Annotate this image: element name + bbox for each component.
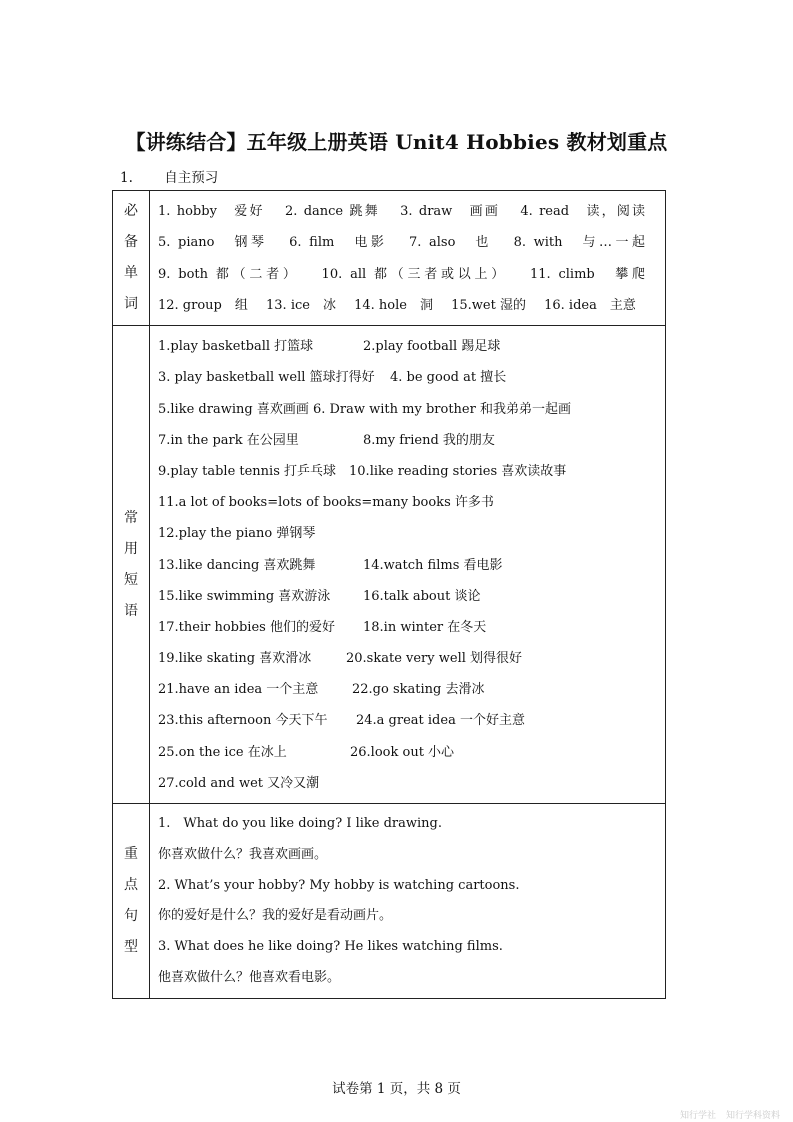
phrase-line [158,581,659,612]
phrase-item: 5.like drawing 喜欢画画 6. Draw with my brother 和我弟弟一起画 [158,401,571,417]
phrase-item: 18.in winter 在冬天 [363,619,487,635]
phrases-row [113,326,666,804]
vocab-item: 15.wet 湿的 [451,297,526,313]
sentence-line: 你喜欢做什么？我喜欢画画。 [158,846,328,862]
phrase-item: 4. be good at 擅长 [390,370,507,386]
sentences-category [113,804,150,999]
phrase-item: 13.like dancing 喜欢跳舞 [158,557,316,573]
vocab-item: 11. climb 攀爬 [529,266,645,282]
vocab-item: 8. with 与…一起 [513,235,645,251]
category-char: 词 [124,296,138,313]
vocab-item: 9. both 都（二者） [158,266,300,282]
phrases-category [113,326,150,804]
sentence-line: 2. What’s your hobby? My hobby is watching cartoons. [158,877,520,893]
phrase-item: 15.like swimming 喜欢游泳 [158,588,331,604]
category-char: 点 [124,876,138,893]
vocab-item: 13. ice 冰 [266,297,336,313]
sentence-line: 1. What do you like doing? I like drawing. [158,816,443,831]
sentence-line: 你的爱好是什么？我的爱好是看动画片。 [158,908,393,924]
phrase-item: 24.a great idea 一个好主意 [356,713,525,729]
phrase-item: 16.talk about 谈论 [363,588,481,604]
vocab-item: 7. also 也 [408,235,492,251]
phrase-item: 2.play football 踢足球 [363,339,501,355]
vocab-item: 12. group 组 [158,297,248,313]
sentences-content [150,804,666,999]
category-char: 用 [124,540,138,557]
phrase-line [158,394,659,425]
section-label: 自主预习 [164,170,219,186]
category-char: 必 [124,203,138,220]
category-char: 单 [124,265,138,282]
category-char: 短 [124,571,138,588]
category-char: 备 [124,234,138,251]
category-char: 句 [124,907,138,924]
sentence-line: 他喜欢做什么？他喜欢看电影。 [158,969,341,985]
vocab-item: 2. dance 跳舞 [284,204,380,219]
vocab-item: 10. all 都（三者或以上） [321,266,509,282]
vocab-item: 6. film 电影 [289,235,388,251]
study-table [112,190,666,999]
phrase-line [158,674,659,705]
vocab-item: 16. idea 主意 [544,297,636,313]
phrase-line [158,425,659,456]
vocab-list [158,196,659,321]
vocab-item: 1. hobby 爱好 [158,204,265,219]
phrase-item: 14.watch films 看电影 [363,557,503,573]
phrase-item: 3. play basketball well 篮球打得好 [158,370,375,386]
phrase-item: 17.their hobbies 他们的爱好 [158,619,335,635]
vocab-item: 4. read 读，阅读 [520,204,646,219]
phrase-line [158,362,659,393]
section-heading [120,166,218,186]
phrase-line [158,331,659,362]
phrase-line [158,518,659,549]
phrase-item: 8.my friend 我的朋友 [363,432,495,448]
page-title: 【讲练结合】五年级上册英语 Unit4 Hobbies 教材划重点 [125,130,668,154]
phrase-item: 11.a lot of books=lots of books=many books 许多书 [158,495,494,511]
vocab-item: 14. hole 洞 [354,297,433,313]
phrase-item: 21.have an idea 一个主意 [158,682,319,698]
phrases-content [150,326,666,804]
category-char: 语 [124,602,138,619]
category-char: 常 [124,509,138,526]
section-number: 1. [120,170,133,186]
phrase-item: 7.in the park 在公园里 [158,432,299,448]
vocab-category [113,191,150,326]
phrase-item: 1.play basketball 打篮球 [158,339,314,355]
page-footer: 试卷第 1 页，共 8 页 [332,1081,461,1097]
phrase-item: 25.on the ice 在冰上 [158,744,287,760]
phrase-line [158,456,659,487]
vocab-row [113,191,666,326]
vocab-item: 3. draw 画画 [400,204,501,219]
phrase-item: 9.play table tennis 打乒乓球 10.like reading stories 喜欢读故事 [158,463,567,479]
watermark-text: 知行学社 [680,1111,717,1121]
phrase-item: 20.skate very well 划得很好 [346,651,523,667]
phrase-item: 26.look out 小心 [350,744,455,760]
vocab-content [150,191,666,326]
sentences-row [113,804,666,999]
phrase-line [158,705,659,736]
phrase-line [158,643,659,674]
phrase-line [158,768,659,799]
watermark-text: 知行学科资料 [726,1111,781,1121]
phrase-item: 22.go skating 去滑冰 [352,682,485,698]
vocab-item: 5. piano 钢琴 [158,235,268,251]
phrase-item: 27.cold and wet 又冷又潮 [158,775,320,791]
phrase-line [158,612,659,643]
phrase-item: 19.like skating 喜欢滑冰 [158,651,312,667]
category-char: 型 [124,938,138,955]
category-char: 重 [124,845,138,862]
phrase-line [158,737,659,768]
phrase-item: 23.this afternoon 今天下午 [158,713,328,729]
sentence-line: 3. What does he like doing? He likes watching films. [158,939,503,955]
phrase-item: 12.play the piano 弹钢琴 [158,526,316,542]
phrase-line [158,487,659,518]
phrase-line [158,550,659,581]
